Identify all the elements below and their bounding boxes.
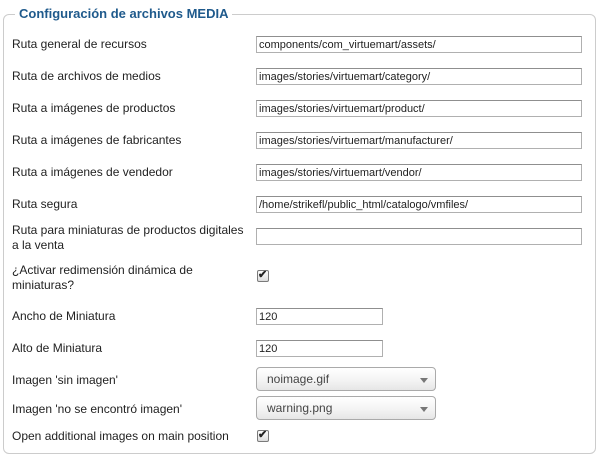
imagen-no-encontro-label: Imagen 'no se encontró imagen'	[12, 402, 183, 416]
redimension-dinamica-label-line1: ¿Activar redimensión dinámica de	[12, 263, 193, 277]
imagen-sin-imagen-label: Imagen 'sin imagen'	[12, 373, 118, 387]
ruta-miniaturas-digitales-label-line2: a la venta	[12, 238, 65, 252]
chevron-down-icon	[420, 378, 428, 383]
ruta-medios-label: Ruta de archivos de medios	[12, 69, 161, 83]
ruta-miniaturas-digitales-label	[12, 223, 243, 253]
imagen-no-encontro-select[interactable]	[256, 396, 436, 420]
redimension-dinamica-label-line2: miniaturas?	[12, 278, 75, 292]
ancho-miniatura-label: Ancho de Miniatura	[12, 309, 116, 323]
ruta-vendedor-input[interactable]	[256, 164, 582, 181]
ruta-miniaturas-digitales-input[interactable]	[256, 228, 582, 245]
ruta-productos-input[interactable]	[256, 100, 582, 117]
additional-images-checkbox[interactable]	[257, 430, 269, 442]
ruta-medios-input[interactable]	[256, 68, 582, 85]
chevron-down-icon	[420, 407, 428, 412]
redimension-dinamica-label	[12, 263, 193, 293]
redimension-dinamica-checkbox[interactable]	[257, 270, 269, 282]
alto-miniatura-input[interactable]	[256, 340, 383, 357]
ancho-miniatura-input[interactable]	[256, 308, 383, 325]
ruta-vendedor-label: Ruta a imágenes de vendedor	[12, 165, 173, 179]
imagen-sin-imagen-selected: noimage.gif	[267, 372, 330, 386]
ruta-segura-label: Ruta segura	[12, 197, 78, 211]
ruta-general-label: Ruta general de recursos	[12, 37, 147, 51]
ruta-segura-input[interactable]	[256, 196, 582, 213]
imagen-no-encontro-selected: warning.png	[267, 401, 333, 415]
ruta-fabricantes-input[interactable]	[256, 132, 582, 149]
alto-miniatura-label: Alto de Miniatura	[12, 341, 103, 355]
ruta-miniaturas-digitales-label-line1: Ruta para miniaturas de productos digitales	[12, 223, 244, 237]
ruta-general-input[interactable]	[256, 36, 582, 53]
section-legend: Configuración de archivos MEDIA	[15, 5, 232, 23]
check-mark-icon: ✔	[258, 269, 268, 281]
additional-images-label: Open additional images on main position	[12, 429, 229, 443]
ruta-fabricantes-label: Ruta a imágenes de fabricantes	[12, 133, 182, 147]
check-mark-icon: ✔	[258, 429, 268, 441]
ruta-productos-label: Ruta a imágenes de productos	[12, 101, 176, 115]
imagen-sin-imagen-select[interactable]	[256, 367, 436, 391]
